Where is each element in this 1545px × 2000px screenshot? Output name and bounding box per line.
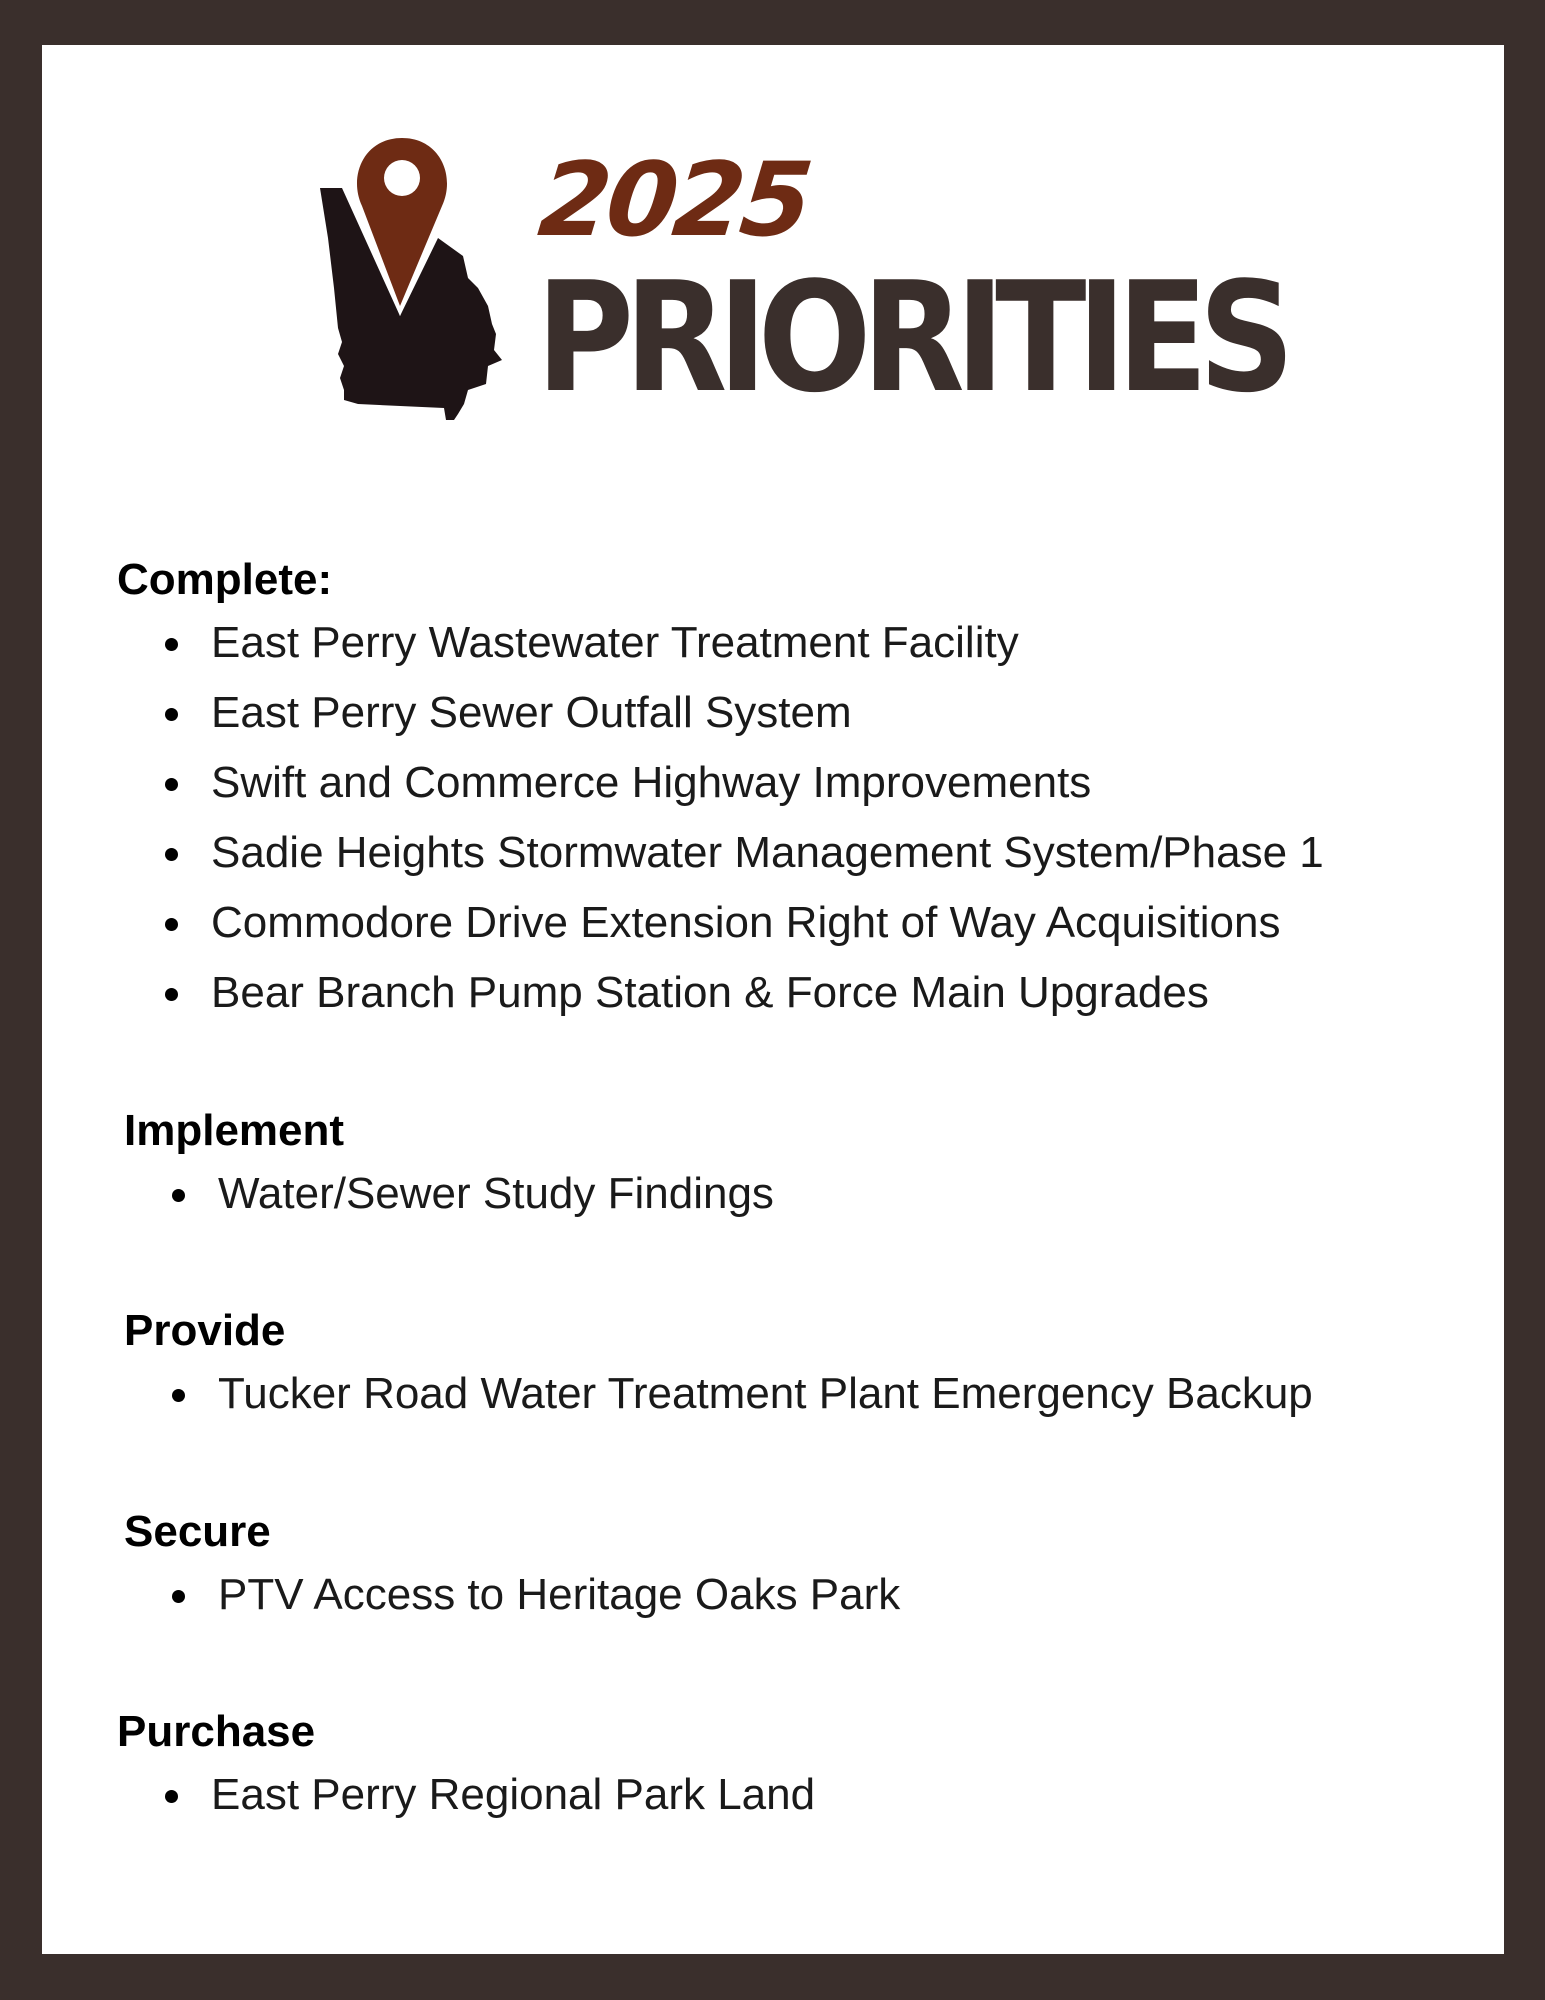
list-item	[117, 888, 1324, 958]
georgia-map-with-location-pin-icon	[318, 128, 558, 423]
bullet-icon	[165, 638, 178, 651]
item-text: East Perry Sewer Outfall System	[211, 688, 852, 737]
section-purchase	[117, 1704, 815, 1830]
year-heading: 2025	[533, 141, 815, 260]
bullet-icon	[165, 988, 178, 1001]
bullet-icon	[172, 1189, 185, 1202]
item-text: Water/Sewer Study Findings	[218, 1169, 774, 1218]
bullet-icon	[165, 1790, 178, 1803]
section-provide	[124, 1303, 1313, 1429]
item-text: Tucker Road Water Treatment Plant Emergency Backup	[218, 1369, 1313, 1418]
bullet-icon	[172, 1389, 185, 1402]
section-heading: Provide	[124, 1306, 286, 1355]
list-item	[117, 678, 1324, 748]
item-text: Bear Branch Pump Station & Force Main Upgrades	[211, 968, 1209, 1017]
bullet-icon	[165, 848, 178, 861]
list-item	[117, 958, 1324, 1028]
item-text: PTV Access to Heritage Oaks Park	[218, 1570, 901, 1619]
pin-hole	[384, 160, 420, 196]
item-list	[124, 1159, 774, 1229]
item-text: Commodore Drive Extension Right of Way Acquisitions	[211, 898, 1281, 947]
list-item	[117, 818, 1324, 888]
item-text: East Perry Regional Park Land	[211, 1770, 816, 1819]
section-heading: Complete:	[117, 555, 333, 604]
section-implement	[124, 1103, 774, 1229]
list-item	[124, 1159, 774, 1229]
section-heading: Purchase	[117, 1707, 316, 1756]
page-title: PRIORITIES	[536, 249, 1286, 426]
bullet-icon	[165, 708, 178, 721]
section-heading: Implement	[124, 1106, 345, 1155]
bullet-icon	[172, 1590, 185, 1603]
bullet-icon	[165, 918, 178, 931]
item-text: Swift and Commerce Highway Improvements	[211, 758, 1092, 807]
list-item	[117, 748, 1324, 818]
item-list	[117, 608, 1324, 1028]
section-heading: Secure	[124, 1507, 271, 1556]
list-item	[124, 1560, 900, 1630]
bullet-icon	[165, 778, 178, 791]
list-item	[124, 1359, 1313, 1429]
list-item	[117, 608, 1324, 678]
item-text: East Perry Wastewater Treatment Facility	[211, 618, 1019, 667]
item-text: Sadie Heights Stormwater Management System/Phase 1	[211, 828, 1324, 877]
item-list	[124, 1560, 900, 1630]
section-complete	[117, 552, 1324, 1028]
section-secure	[124, 1504, 900, 1630]
list-item	[117, 1760, 815, 1830]
item-list	[117, 1760, 815, 1830]
item-list	[124, 1359, 1313, 1429]
